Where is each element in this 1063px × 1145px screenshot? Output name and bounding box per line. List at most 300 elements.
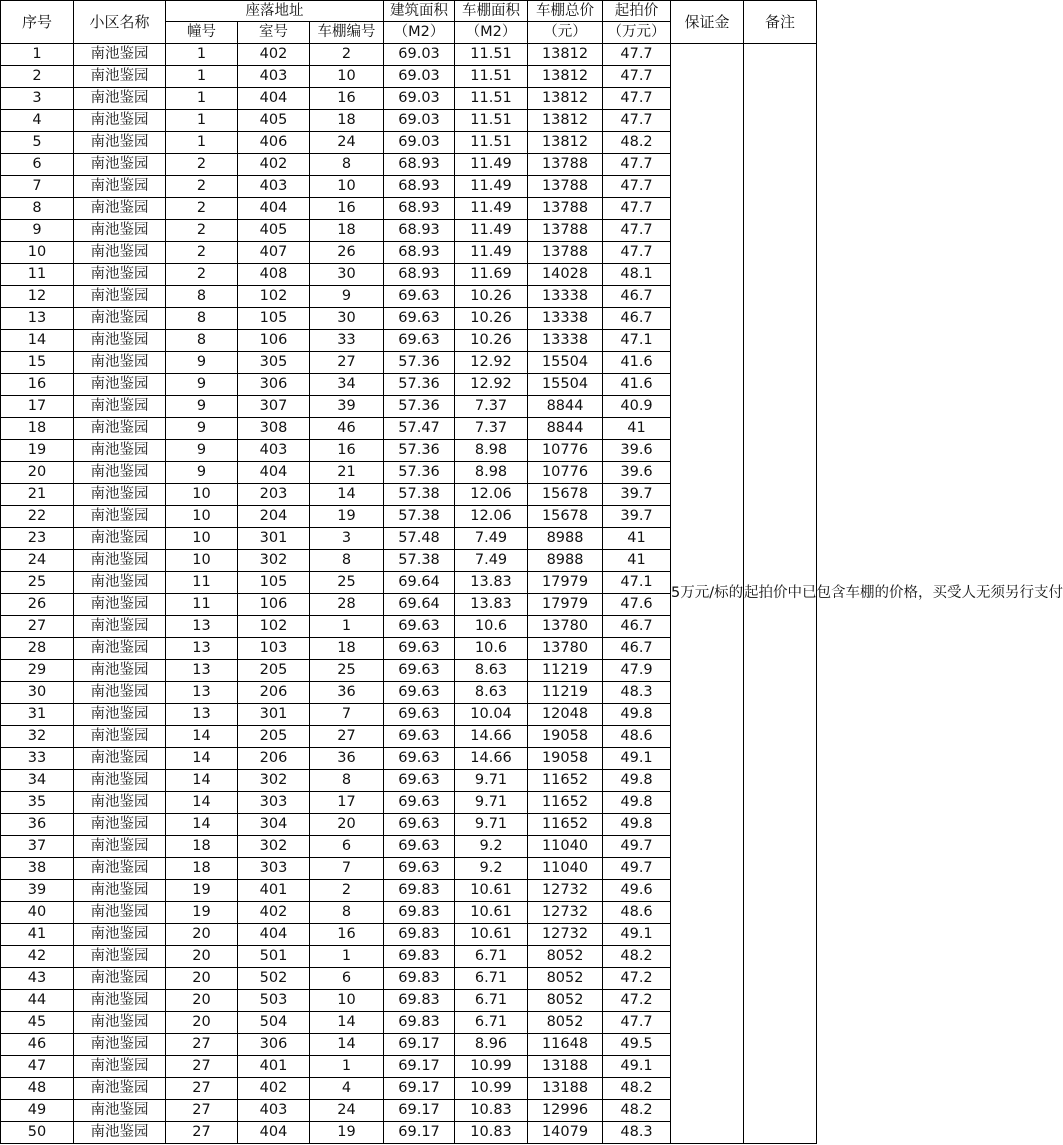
cell-community: 南池鉴园	[74, 220, 166, 242]
cell-shed-no: 30	[310, 264, 384, 286]
cell-room: 502	[238, 968, 310, 990]
cell-building: 14	[166, 770, 238, 792]
cell-shed-area: 10.26	[455, 286, 528, 308]
cell-room: 404	[238, 1122, 310, 1144]
cell-shed-price: 12732	[528, 902, 603, 924]
cell-shed-price: 11040	[528, 836, 603, 858]
cell-start-price: 49.8	[603, 704, 671, 726]
cell-building: 9	[166, 418, 238, 440]
cell-community: 南池鉴园	[74, 1078, 166, 1100]
cell-start-price: 47.7	[603, 242, 671, 264]
cell-seq: 22	[1, 506, 74, 528]
cell-seq: 8	[1, 198, 74, 220]
cell-room: 402	[238, 1078, 310, 1100]
cell-community: 南池鉴园	[74, 1100, 166, 1122]
cell-area: 68.93	[384, 220, 455, 242]
cell-shed-price: 13788	[528, 242, 603, 264]
cell-community: 南池鉴园	[74, 484, 166, 506]
cell-shed-price: 8052	[528, 946, 603, 968]
cell-shed-area: 11.49	[455, 242, 528, 264]
cell-shed-no: 10	[310, 66, 384, 88]
cell-room: 206	[238, 682, 310, 704]
cell-community: 南池鉴园	[74, 660, 166, 682]
cell-seq: 10	[1, 242, 74, 264]
cell-building: 2	[166, 198, 238, 220]
cell-shed-price: 14079	[528, 1122, 603, 1144]
cell-seq: 29	[1, 660, 74, 682]
cell-start-price: 47.7	[603, 1012, 671, 1034]
cell-shed-no: 6	[310, 836, 384, 858]
cell-start-price: 49.8	[603, 770, 671, 792]
cell-community: 南池鉴园	[74, 594, 166, 616]
cell-community: 南池鉴园	[74, 990, 166, 1012]
cell-community: 南池鉴园	[74, 418, 166, 440]
cell-room: 304	[238, 814, 310, 836]
header-shed-area-label: 车棚面积	[462, 2, 521, 19]
cell-building: 27	[166, 1056, 238, 1078]
cell-area: 69.03	[384, 88, 455, 110]
cell-seq: 32	[1, 726, 74, 748]
cell-shed-price: 10776	[528, 440, 603, 462]
cell-room: 403	[238, 66, 310, 88]
cell-shed-no: 8	[310, 770, 384, 792]
cell-building: 2	[166, 220, 238, 242]
cell-shed-no: 39	[310, 396, 384, 418]
cell-shed-price: 8988	[528, 528, 603, 550]
cell-shed-area: 11.69	[455, 264, 528, 286]
cell-community: 南池鉴园	[74, 242, 166, 264]
cell-building: 9	[166, 440, 238, 462]
cell-community: 南池鉴园	[74, 924, 166, 946]
cell-community: 南池鉴园	[74, 638, 166, 660]
cell-building: 11	[166, 594, 238, 616]
cell-start-price: 47.1	[603, 330, 671, 352]
cell-seq: 3	[1, 88, 74, 110]
cell-shed-area: 11.49	[455, 154, 528, 176]
cell-room: 404	[238, 462, 310, 484]
cell-shed-area: 10.6	[455, 616, 528, 638]
cell-start-price: 47.2	[603, 968, 671, 990]
cell-shed-price: 8052	[528, 1012, 603, 1034]
cell-shed-no: 36	[310, 748, 384, 770]
header-area-unit: （M2）	[384, 22, 455, 44]
cell-seq: 21	[1, 484, 74, 506]
cell-start-price: 48.3	[603, 1122, 671, 1144]
cell-shed-area: 8.96	[455, 1034, 528, 1056]
header-start-price-unit: （万元）	[603, 22, 671, 44]
cell-seq: 20	[1, 462, 74, 484]
cell-seq: 45	[1, 1012, 74, 1034]
cell-shed-no: 33	[310, 330, 384, 352]
cell-seq: 47	[1, 1056, 74, 1078]
cell-room: 203	[238, 484, 310, 506]
cell-room: 405	[238, 110, 310, 132]
cell-start-price: 49.1	[603, 924, 671, 946]
cell-start-price: 47.7	[603, 154, 671, 176]
cell-community: 南池鉴园	[74, 110, 166, 132]
cell-area: 57.36	[384, 440, 455, 462]
cell-shed-area: 11.49	[455, 220, 528, 242]
cell-start-price: 47.6	[603, 594, 671, 616]
cell-area: 68.93	[384, 242, 455, 264]
cell-area: 69.03	[384, 44, 455, 66]
cell-seq: 6	[1, 154, 74, 176]
cell-shed-price: 13188	[528, 1056, 603, 1078]
cell-seq: 46	[1, 1034, 74, 1056]
cell-community: 南池鉴园	[74, 616, 166, 638]
cell-community: 南池鉴园	[74, 132, 166, 154]
cell-shed-no: 1	[310, 946, 384, 968]
cell-seq: 34	[1, 770, 74, 792]
cell-community: 南池鉴园	[74, 154, 166, 176]
cell-start-price: 39.6	[603, 462, 671, 484]
cell-building: 19	[166, 902, 238, 924]
cell-community: 南池鉴园	[74, 946, 166, 968]
cell-start-price: 48.6	[603, 726, 671, 748]
cell-seq: 36	[1, 814, 74, 836]
cell-seq: 48	[1, 1078, 74, 1100]
cell-room: 401	[238, 1056, 310, 1078]
cell-shed-price: 12996	[528, 1100, 603, 1122]
cell-building: 8	[166, 330, 238, 352]
cell-shed-price: 11648	[528, 1034, 603, 1056]
cell-seq: 37	[1, 836, 74, 858]
cell-room: 306	[238, 374, 310, 396]
cell-shed-price: 8844	[528, 396, 603, 418]
cell-shed-no: 10	[310, 176, 384, 198]
cell-room: 307	[238, 396, 310, 418]
cell-start-price: 41	[603, 418, 671, 440]
cell-seq: 44	[1, 990, 74, 1012]
cell-community: 南池鉴园	[74, 1012, 166, 1034]
cell-shed-price: 13788	[528, 198, 603, 220]
header-deposit: 保证金	[671, 1, 744, 44]
cell-shed-area: 6.71	[455, 990, 528, 1012]
cell-seq: 4	[1, 110, 74, 132]
cell-shed-no: 27	[310, 352, 384, 374]
header-shed-price	[528, 1, 603, 22]
cell-shed-no: 24	[310, 132, 384, 154]
cell-room: 206	[238, 748, 310, 770]
cell-area: 57.36	[384, 352, 455, 374]
cell-building: 10	[166, 506, 238, 528]
header-area-label: 建筑面积	[390, 2, 449, 19]
cell-community: 南池鉴园	[74, 704, 166, 726]
cell-shed-no: 16	[310, 198, 384, 220]
cell-room: 301	[238, 704, 310, 726]
cell-shed-price: 11652	[528, 770, 603, 792]
cell-start-price: 48.2	[603, 946, 671, 968]
cell-room: 403	[238, 1100, 310, 1122]
cell-room: 205	[238, 660, 310, 682]
cell-community: 南池鉴园	[74, 748, 166, 770]
cell-shed-no: 16	[310, 924, 384, 946]
cell-community: 南池鉴园	[74, 308, 166, 330]
cell-room: 303	[238, 792, 310, 814]
cell-shed-price: 15678	[528, 506, 603, 528]
cell-area: 68.93	[384, 176, 455, 198]
cell-building: 14	[166, 792, 238, 814]
cell-building: 20	[166, 924, 238, 946]
cell-area: 69.83	[384, 946, 455, 968]
cell-start-price: 49.7	[603, 858, 671, 880]
cell-shed-price: 13812	[528, 44, 603, 66]
cell-building: 13	[166, 660, 238, 682]
cell-room: 401	[238, 880, 310, 902]
cell-shed-no: 18	[310, 220, 384, 242]
cell-room: 205	[238, 726, 310, 748]
cell-start-price: 47.7	[603, 66, 671, 88]
cell-area: 57.36	[384, 374, 455, 396]
cell-community: 南池鉴园	[74, 198, 166, 220]
cell-shed-price: 14028	[528, 264, 603, 286]
cell-shed-price: 11219	[528, 660, 603, 682]
cell-area: 69.17	[384, 1100, 455, 1122]
cell-room: 102	[238, 616, 310, 638]
cell-building: 9	[166, 396, 238, 418]
cell-seq: 49	[1, 1100, 74, 1122]
cell-community: 南池鉴园	[74, 770, 166, 792]
cell-community: 南池鉴园	[74, 968, 166, 990]
cell-seq: 19	[1, 440, 74, 462]
cell-start-price: 49.1	[603, 1056, 671, 1078]
cell-shed-area: 10.83	[455, 1100, 528, 1122]
cell-start-price: 47.7	[603, 88, 671, 110]
cell-room: 406	[238, 132, 310, 154]
cell-shed-no: 7	[310, 858, 384, 880]
cell-shed-price: 15504	[528, 374, 603, 396]
cell-shed-price: 11652	[528, 814, 603, 836]
cell-room: 402	[238, 44, 310, 66]
cell-building: 27	[166, 1034, 238, 1056]
cell-shed-no: 4	[310, 1078, 384, 1100]
cell-shed-price: 8988	[528, 550, 603, 572]
cell-shed-price: 19058	[528, 726, 603, 748]
cell-community: 南池鉴园	[74, 440, 166, 462]
cell-seq: 40	[1, 902, 74, 924]
cell-shed-area: 9.71	[455, 770, 528, 792]
cell-building: 10	[166, 528, 238, 550]
cell-seq: 13	[1, 308, 74, 330]
cell-building: 14	[166, 814, 238, 836]
cell-shed-area: 12.06	[455, 484, 528, 506]
cell-area: 69.63	[384, 308, 455, 330]
cell-shed-no: 18	[310, 638, 384, 660]
cell-shed-area: 10.61	[455, 924, 528, 946]
cell-start-price: 40.9	[603, 396, 671, 418]
cell-start-price: 41	[603, 550, 671, 572]
cell-shed-no: 14	[310, 1012, 384, 1034]
cell-area: 69.17	[384, 1122, 455, 1144]
cell-shed-price: 13780	[528, 616, 603, 638]
cell-shed-area: 9.71	[455, 814, 528, 836]
cell-shed-price: 11040	[528, 858, 603, 880]
cell-start-price: 47.7	[603, 176, 671, 198]
cell-area: 69.17	[384, 1056, 455, 1078]
cell-shed-area: 8.63	[455, 660, 528, 682]
cell-building: 8	[166, 286, 238, 308]
cell-building: 27	[166, 1078, 238, 1100]
cell-start-price: 47.7	[603, 110, 671, 132]
cell-area: 69.63	[384, 814, 455, 836]
cell-shed-area: 10.61	[455, 880, 528, 902]
cell-community: 南池鉴园	[74, 528, 166, 550]
cell-shed-price: 8844	[528, 418, 603, 440]
cell-building: 27	[166, 1100, 238, 1122]
cell-shed-no: 36	[310, 682, 384, 704]
header-shed-area-unit: （M2）	[455, 22, 528, 44]
cell-start-price: 49.8	[603, 792, 671, 814]
cell-start-price: 48.2	[603, 1078, 671, 1100]
cell-area: 69.63	[384, 770, 455, 792]
cell-shed-no: 34	[310, 374, 384, 396]
cell-community: 南池鉴园	[74, 1056, 166, 1078]
cell-area: 69.63	[384, 682, 455, 704]
cell-start-price: 48.3	[603, 682, 671, 704]
cell-shed-area: 9.71	[455, 792, 528, 814]
cell-room: 403	[238, 176, 310, 198]
cell-community: 南池鉴园	[74, 44, 166, 66]
cell-shed-no: 7	[310, 704, 384, 726]
cell-start-price: 39.7	[603, 506, 671, 528]
cell-shed-area: 14.66	[455, 748, 528, 770]
cell-start-price: 47.2	[603, 990, 671, 1012]
cell-seq: 24	[1, 550, 74, 572]
cell-shed-area: 12.92	[455, 374, 528, 396]
header-row-1	[1, 1, 817, 22]
header-building: 幢号	[166, 22, 238, 44]
cell-community: 南池鉴园	[74, 726, 166, 748]
cell-community: 南池鉴园	[74, 814, 166, 836]
cell-start-price: 46.7	[603, 616, 671, 638]
cell-seq: 31	[1, 704, 74, 726]
header-shed-no: 车棚编号	[310, 22, 384, 44]
cell-community: 南池鉴园	[74, 352, 166, 374]
cell-area: 69.64	[384, 572, 455, 594]
cell-area: 69.63	[384, 330, 455, 352]
cell-shed-no: 27	[310, 726, 384, 748]
cell-shed-no: 6	[310, 968, 384, 990]
cell-area: 69.63	[384, 616, 455, 638]
cell-shed-area: 10.61	[455, 902, 528, 924]
cell-building: 20	[166, 968, 238, 990]
cell-area: 69.83	[384, 924, 455, 946]
cell-building: 8	[166, 308, 238, 330]
cell-area: 69.63	[384, 638, 455, 660]
cell-building: 2	[166, 176, 238, 198]
cell-area: 69.63	[384, 748, 455, 770]
cell-community: 南池鉴园	[74, 550, 166, 572]
cell-start-price: 39.7	[603, 484, 671, 506]
cell-community: 南池鉴园	[74, 88, 166, 110]
cell-area: 69.03	[384, 132, 455, 154]
cell-shed-area: 11.51	[455, 132, 528, 154]
cell-room: 501	[238, 946, 310, 968]
cell-seq: 15	[1, 352, 74, 374]
cell-building: 20	[166, 990, 238, 1012]
header-community: 小区名称	[74, 1, 166, 44]
cell-area: 69.64	[384, 594, 455, 616]
cell-shed-no: 30	[310, 308, 384, 330]
cell-shed-area: 8.98	[455, 440, 528, 462]
cell-area: 68.93	[384, 198, 455, 220]
cell-community: 南池鉴园	[74, 836, 166, 858]
header-shed-area	[455, 1, 528, 22]
header-room: 室号	[238, 22, 310, 44]
cell-shed-area: 9.2	[455, 858, 528, 880]
cell-building: 18	[166, 858, 238, 880]
cell-shed-area: 13.83	[455, 572, 528, 594]
cell-shed-area: 6.71	[455, 946, 528, 968]
cell-community: 南池鉴园	[74, 1122, 166, 1144]
cell-room: 204	[238, 506, 310, 528]
cell-shed-price: 13812	[528, 66, 603, 88]
cell-room: 404	[238, 198, 310, 220]
cell-start-price: 49.5	[603, 1034, 671, 1056]
cell-shed-no: 8	[310, 154, 384, 176]
cell-seq: 14	[1, 330, 74, 352]
cell-shed-no: 9	[310, 286, 384, 308]
cell-shed-no: 1	[310, 616, 384, 638]
cell-seq: 23	[1, 528, 74, 550]
cell-shed-price: 19058	[528, 748, 603, 770]
header-remark: 备注	[744, 1, 817, 44]
cell-room: 302	[238, 770, 310, 792]
cell-start-price: 49.7	[603, 836, 671, 858]
cell-shed-price: 15504	[528, 352, 603, 374]
cell-area: 68.93	[384, 264, 455, 286]
cell-building: 13	[166, 616, 238, 638]
table-body	[1, 44, 1063, 1144]
deposit-cell: 5万元/标的	[671, 44, 744, 1144]
cell-seq: 18	[1, 418, 74, 440]
cell-community: 南池鉴园	[74, 330, 166, 352]
cell-start-price: 49.8	[603, 814, 671, 836]
cell-community: 南池鉴园	[74, 286, 166, 308]
cell-seq: 11	[1, 264, 74, 286]
cell-start-price: 46.7	[603, 638, 671, 660]
cell-room: 504	[238, 1012, 310, 1034]
cell-shed-price: 15678	[528, 484, 603, 506]
cell-shed-area: 11.51	[455, 110, 528, 132]
cell-shed-area: 7.37	[455, 418, 528, 440]
cell-shed-no: 10	[310, 990, 384, 1012]
cell-seq: 28	[1, 638, 74, 660]
cell-seq: 27	[1, 616, 74, 638]
cell-shed-no: 8	[310, 550, 384, 572]
cell-start-price: 48.2	[603, 132, 671, 154]
table-header	[1, 1, 817, 44]
cell-community: 南池鉴园	[74, 902, 166, 924]
cell-community: 南池鉴园	[74, 682, 166, 704]
cell-start-price: 49.6	[603, 880, 671, 902]
cell-community: 南池鉴园	[74, 264, 166, 286]
cell-building: 9	[166, 462, 238, 484]
cell-shed-area: 10.99	[455, 1078, 528, 1100]
cell-shed-price: 11219	[528, 682, 603, 704]
cell-shed-no: 24	[310, 1100, 384, 1122]
cell-community: 南池鉴园	[74, 396, 166, 418]
cell-shed-price: 17979	[528, 594, 603, 616]
cell-building: 14	[166, 748, 238, 770]
cell-start-price: 41.6	[603, 374, 671, 396]
remark-cell: 起拍价中已包含车棚的价格，买受人无须另行支付	[744, 44, 817, 1144]
cell-room: 305	[238, 352, 310, 374]
cell-seq: 5	[1, 132, 74, 154]
cell-start-price: 46.7	[603, 308, 671, 330]
cell-start-price: 47.7	[603, 220, 671, 242]
cell-shed-price: 12732	[528, 880, 603, 902]
